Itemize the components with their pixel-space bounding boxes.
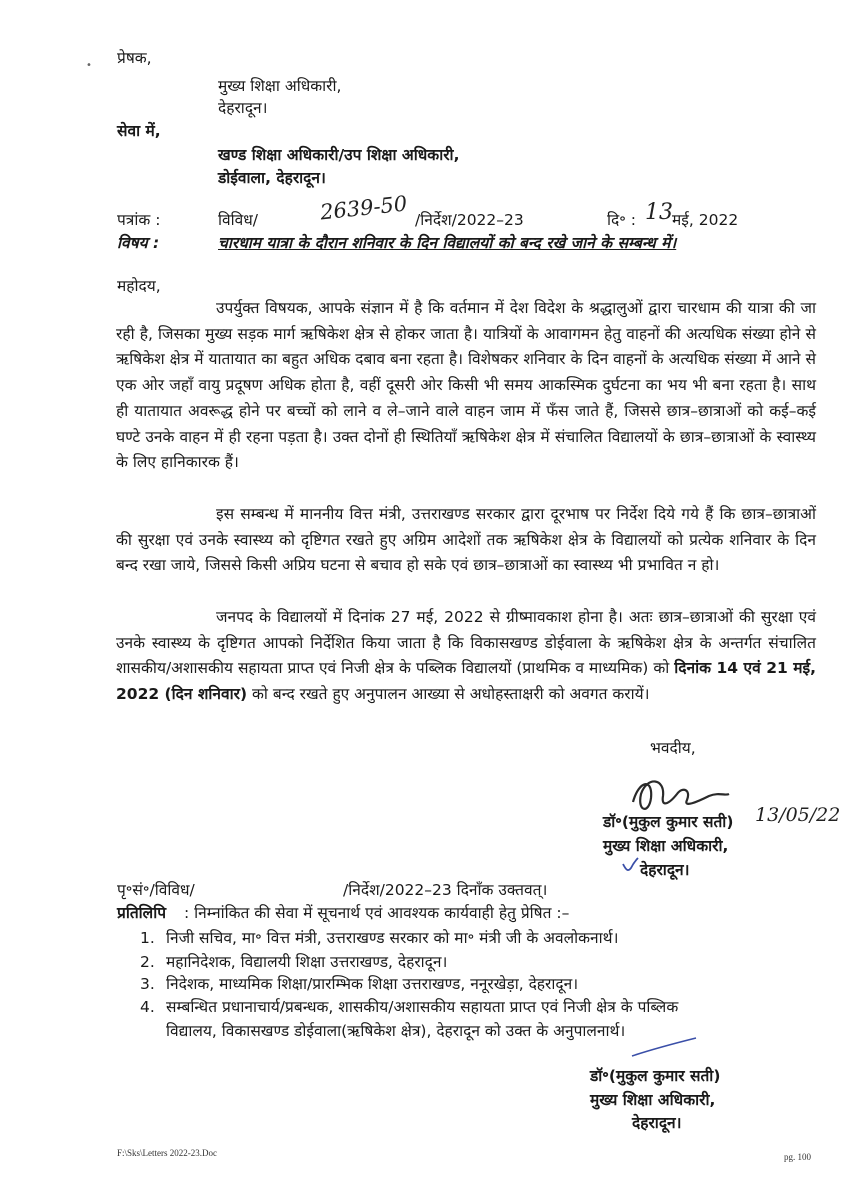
footer-page-number: pg. 100 [784,1152,811,1162]
copy-to-item-text: सम्बन्धित प्रधानाचार्य/प्रबन्धक, शासकीय/अशासकीय सहायता प्राप्त एवं निजी क्षेत्र के पब्लिक [166,998,679,1016]
body-paragraph-2 [116,502,816,579]
signatory-place: देहरादून। [640,861,690,879]
ink-underline-mark [630,1036,700,1060]
to-designation: खण्ड शिक्षा अधिकारी/उप शिक्षा अधिकारी, [218,146,460,164]
signatory2-designation: मुख्य शिक्षा अधिकारी, [590,1091,716,1109]
salutation: महोदय, [117,277,161,295]
stray-dot: • [86,60,92,71]
signatory-name: डॉ॰(मुकुल कुमार सती) [603,813,734,831]
copy-ref-prefix: पृ॰सं॰/विविध/ [117,881,195,899]
reference-part1: विविध/ [218,211,259,229]
body-paragraph-1 [116,296,816,476]
to-place: डोईवाला, देहरादून। [218,169,326,187]
paragraph-2-text: इस सम्बन्ध में माननीय वित्त मंत्री, उत्तराखण्ड सरकार द्वारा दूरभाष पर निर्देश दिये गये हैं कि छात्र–छात्राओं की सुरक्षा एवं उनके स्वास्थ्य को दृष्टिगत रखते हुए अग्रिम आदेशों तक ऋषिकेश क्षेत्र के विद्यालयों को प्रत्येक शनिवार के दिन बन्द रखा जाये, जिससे किसी अप्रिय घटना से बचाव हो सके एवं छात्र–छात्राओं का स्वास्थ्य भी प्रभावित न हो। [116,505,816,575]
signatory2-place: देहरादून। [632,1114,682,1132]
copy-to-label: प्रतिलिपि [117,904,167,922]
paragraph-3-text-before: जनपद के विद्यालयों में दिनांक 27 मई, 2022 से ग्रीष्मावकाश होना है। अतः छात्र–छात्राओं की सुरक्षा एवं उनके स्वास्थ्य के दृष्टिगत आपको निर्देशित किया जाता है कि विकासखण्ड डोईवाला के ऋषिकेश क्षेत्र के अन्तर्गत संचालित शासकीय/अशासकीय सहायता प्राप्त एवं निजी क्षेत्र के पब्लिक विद्यालयों (प्राथमिक व माध्यमिक) को [116,608,816,678]
subject-label: विषय : [117,234,160,252]
copy-to-item-text: निदेशक, माध्यमिक शिक्षा/प्रारम्भिक शिक्षा उत्तराखण्ड, ननूरखेड़ा, देहरादून। [166,975,579,993]
reference-date-rest: मई, 2022 [672,211,739,229]
closing: भवदीय, [650,739,696,757]
ink-tick-mark [620,856,640,876]
copy-ref-middle: /निर्देश/2022–23 दिनाँक उक्तवत्। [343,881,548,899]
copy-to-item-continuation: विद्यालय, विकासखण्ड डोईवाला(ऋषिकेश क्षेत्र), देहरादून को उक्त के अनुपालनार्थ। [166,1022,626,1040]
copy-to-item-3: 3. निदेशक, माध्यमिक शिक्षा/प्रारम्भिक शिक्षा उत्तराखण्ड, ननूरखेड़ा, देहरादून। [140,975,579,993]
footer-file-path: F:\Sks\Letters 2022-23.Doc [117,1148,217,1158]
paragraph-3-bold-dates: दिनांक 14 एवं 21 मई, 2022 (दिन शनिवार) [116,659,817,704]
copy-to-item-1: 1. निजी सचिव, मा॰ वित्त मंत्री, उत्तराखण्ड सरकार को मा॰ मंत्री जी के अवलोकनार्थ। [140,929,619,947]
signatory2-name: डॉ॰(मुकुल कुमार सती) [590,1067,721,1085]
to-label: सेवा में, [117,122,161,140]
reference-date-prefix: दि॰ : [607,211,636,229]
signatory-designation: मुख्य शिक्षा अधिकारी, [603,837,729,855]
copy-to-item-4: 4. सम्बन्धित प्रधानाचार्य/प्रबन्धक, शासकीय/अशासकीय सहायता प्राप्त एवं निजी क्षेत्र के पब्लिक विद्यालय, विकासखण्ड डोईवाला(ऋषिकेश क्षेत्र), देहरादून को उक्त के अनुपालनार्थ। [140,995,820,1019]
handwritten-signature-date: 13/05/22 [755,804,841,826]
from-designation: मुख्य शिक्षा अधिकारी, [218,77,342,95]
copy-to-item-text: निजी सचिव, मा॰ वित्त मंत्री, उत्तराखण्ड सरकार को मा॰ मंत्री जी के अवलोकनार्थ। [166,929,619,947]
handwritten-day: 13 [645,200,673,225]
paragraph-3-text-after: को बन्द रखते हुए अनुपालन आख्या से अधोहस्ताक्षरी को अवगत करायें। [252,685,650,704]
paragraph-1-text: उपर्युक्त विषयक, आपके संज्ञान में है कि वर्तमान में देश विदेश के श्रद्धालुओं द्वारा चारधाम की यात्रा की जा रही है, जिसका मुख्य सड़क मार्ग ऋषिकेश क्षेत्र से होकर जाता है। यात्रियों के आवागमन हेतु वाहनों की अत्यधिक संख्या होने से ऋषिकेश क्षेत्र में यातायात का बहुत अधिक दबाव बना रहता है। विशेषकर शनिवार के दिन वाहनों के अत्यधिक संख्या में आने से एक ओर जहाँ वायु प्रदूषण अधिक होता है, वहीं दूसरी ओर किसी भी समय आकस्मिक दुर्घटना का भय भी बना रहता है। साथ ही यातायात अवरूद्ध होने पर बच्चों को लाने व ले–जाने वाले वाहन जाम में फँस जाते हैं, जिससे छात्र–छात्राओं को कई–कई घण्टे उनके वाहन में ही रहना पड़ता है। उक्त दोनों ही स्थितियाँ ऋषिकेश क्षेत्र में संचालित विद्यालयों के छात्र–छात्राओं के स्वास्थ्य के लिए हानिकारक हैं। [116,299,816,472]
handwritten-letter-number: 2639-50 [318,191,409,225]
copy-to-item-text: महानिदेशक, विद्यालयी शिक्षा उत्तराखण्ड, देहरादून। [166,953,448,971]
subject-text: चारधाम यात्रा के दौरान शनिवार के दिन विद्यालयों को बन्द रखे जाने के सम्बन्ध में। [218,234,677,252]
from-label: प्रेषक, [117,49,152,67]
reference-label: पत्रांक : [117,211,161,229]
from-place: देहरादून। [218,99,268,117]
reference-part2: /निर्देश/2022–23 [415,211,524,229]
copy-to-item-2: 2. महानिदेशक, विद्यालयी शिक्षा उत्तराखण्ड, देहरादून। [140,953,448,971]
body-paragraph-3 [116,605,816,708]
copy-to-intro: : निम्नांकित की सेवा में सूचनार्थ एवं आवश्यक कार्यवाही हेतु प्रेषित :– [184,904,570,922]
